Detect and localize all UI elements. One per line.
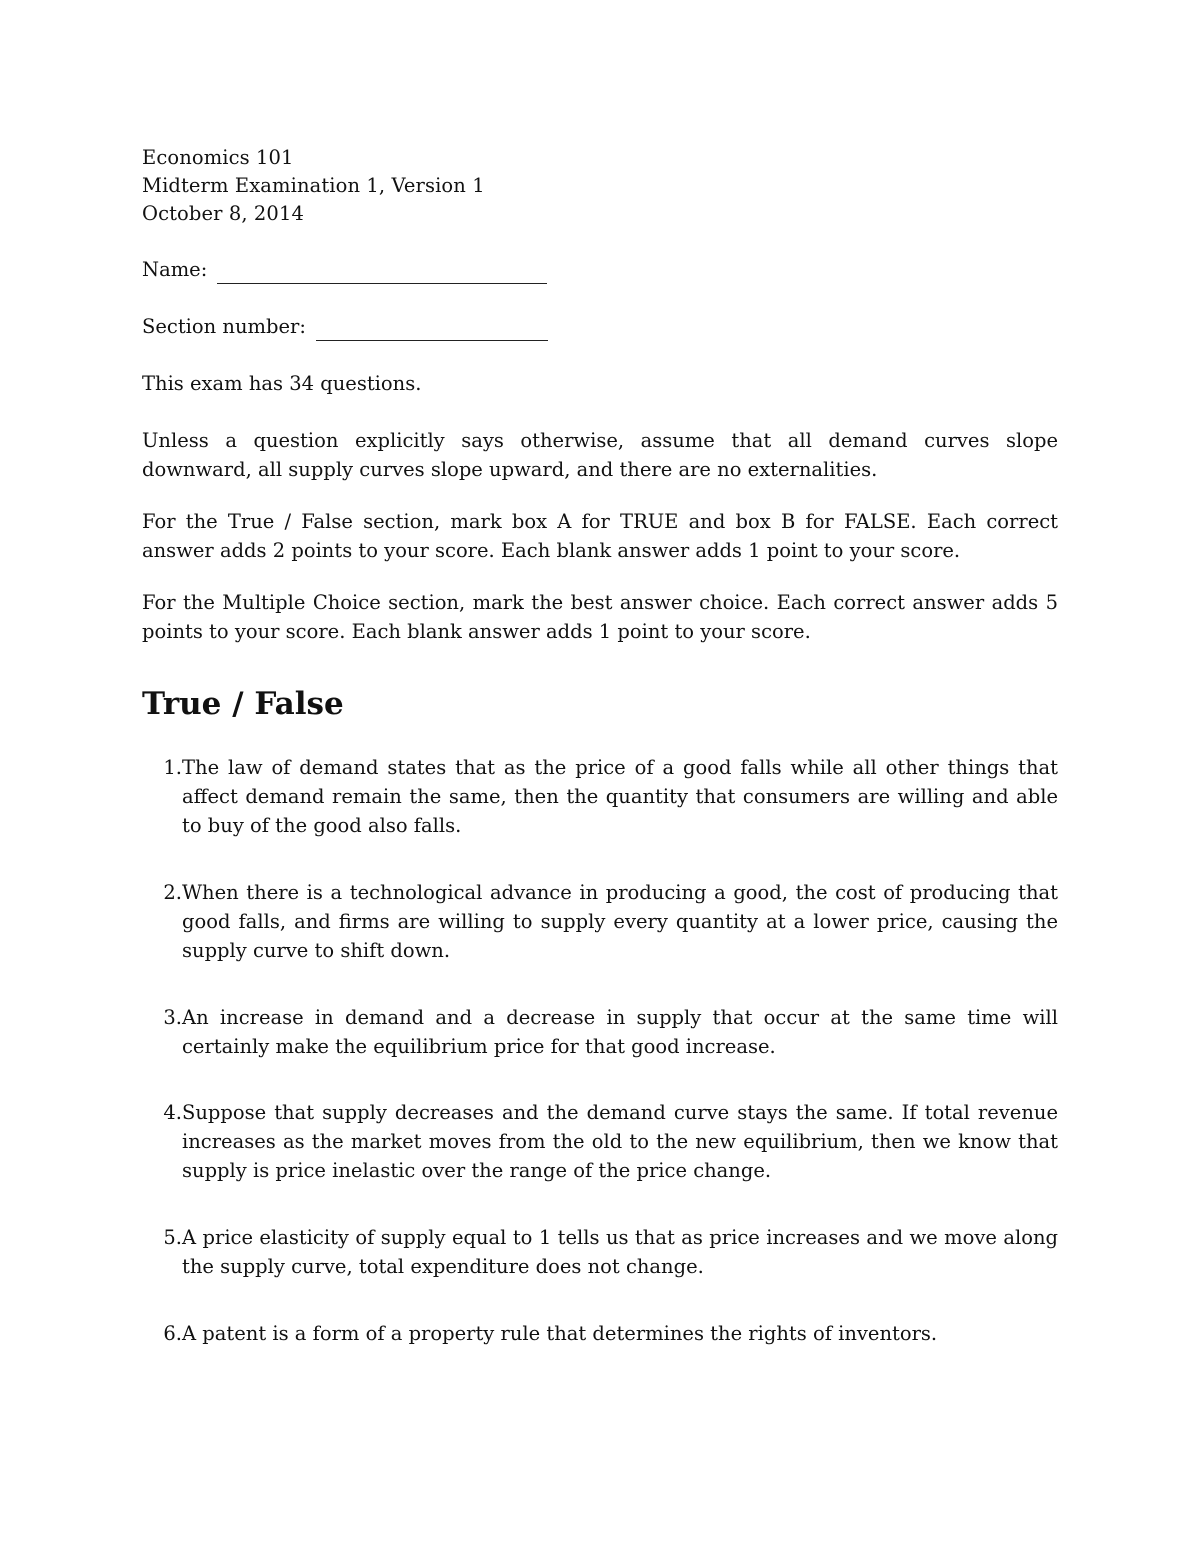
exam-date: October 8, 2014 <box>142 202 304 225</box>
question-number: 6. <box>163 1322 182 1345</box>
question-item <box>142 1319 1058 1348</box>
assumption-text: Unless a question explicitly says otherwise, assume that all demand curves slope downward, all supply curves slope upward, and there are no externalities. <box>142 429 1058 481</box>
question-text: A patent is a form of a property rule that determines the rights of inventors. <box>182 1322 938 1345</box>
question-number: 1. <box>163 756 182 779</box>
question-text: An increase in demand and a decrease in supply that occur at the same time will certainly make the equilibrium price for that good increase. <box>182 1006 1058 1058</box>
multiple-choice-instructions: For the Multiple Choice section, mark the best answer choice. Each correct answer adds 5 points to your score. Each blank answer adds 1 point to your score. <box>142 591 1058 643</box>
question-number: 3. <box>163 1006 182 1029</box>
question-item <box>142 1223 1058 1281</box>
name-field[interactable] <box>142 256 547 284</box>
true-false-instructions: For the True / False section, mark box A for TRUE and box B for FALSE. Each correct answer adds 2 points to your score. Each blank answer adds 1 point to your score. <box>142 510 1058 562</box>
question-text: Suppose that supply decreases and the demand curve stays the same. If total revenue increases as the market moves from the old to the new equilibrium, then we know that supply is price inelastic over the range of the price change. <box>182 1101 1058 1182</box>
section-number-blank[interactable] <box>316 320 548 341</box>
course-title: Economics 101 <box>142 146 294 169</box>
name-blank[interactable] <box>217 263 547 284</box>
question-item <box>142 1003 1058 1061</box>
question-item <box>142 753 1058 840</box>
question-item <box>142 1098 1058 1185</box>
question-item <box>142 878 1058 965</box>
section-number-label: Section number: <box>142 315 306 338</box>
section-number-field[interactable] <box>142 313 548 341</box>
question-number: 4. <box>163 1101 182 1124</box>
question-count-text: This exam has 34 questions. <box>142 372 422 395</box>
name-label: Name: <box>142 258 208 281</box>
question-number: 5. <box>163 1226 182 1249</box>
question-text: A price elasticity of supply equal to 1 tells us that as price increases and we move along the supply curve, total expenditure does not change. <box>182 1226 1058 1278</box>
question-text: When there is a technological advance in producing a good, the cost of producing that good falls, and firms are willing to supply every quantity at a lower price, causing the supply curve to shift down. <box>182 881 1058 962</box>
question-number: 2. <box>163 881 182 904</box>
exam-title: Midterm Examination 1, Version 1 <box>142 174 485 197</box>
section-heading: True / False <box>142 686 344 722</box>
question-text: The law of demand states that as the price of a good falls while all other things that affect demand remain the same, then the quantity that consumers are willing and able to buy of the good also falls. <box>182 756 1058 837</box>
